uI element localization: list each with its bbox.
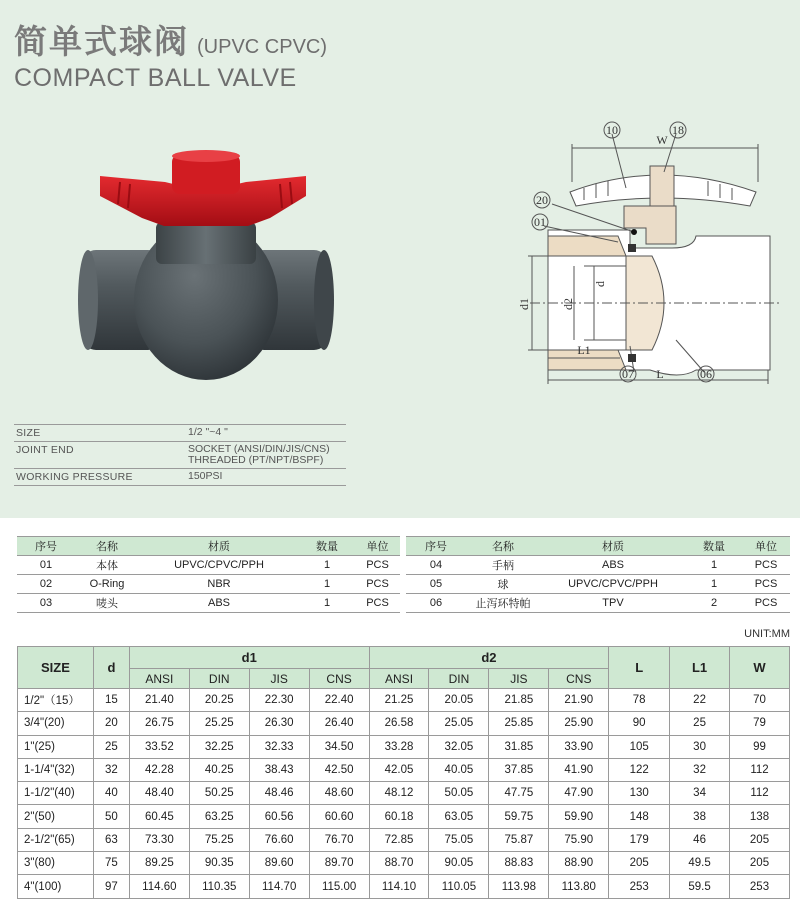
table-cell: 99 (730, 735, 790, 758)
table-cell: 48.60 (309, 782, 369, 805)
table-cell: 49.5 (670, 852, 730, 875)
col-header: 单位 (742, 537, 790, 556)
table-cell: 33.90 (549, 735, 609, 758)
col-header: 名称 (75, 537, 139, 556)
table-cell: 3/4"(20) (18, 712, 94, 735)
table-cell: 75.90 (549, 828, 609, 851)
table-cell: 30 (670, 735, 730, 758)
table-cell: 60.56 (249, 805, 309, 828)
table-cell: 72.85 (369, 828, 429, 851)
l1-header: L1 (670, 647, 730, 689)
table-cell: ABS (139, 594, 299, 613)
table-cell: NBR (139, 575, 299, 594)
table-cell: 04 (406, 556, 466, 575)
table-cell: 205 (730, 852, 790, 875)
table-cell: 88.83 (489, 852, 549, 875)
table-cell: 38.43 (249, 758, 309, 781)
dim-l1-label: L1 (577, 343, 591, 357)
table-cell: 唛头 (75, 594, 139, 613)
table-cell: 60.60 (309, 805, 369, 828)
table-cell: PCS (355, 594, 400, 613)
col-header: 序号 (17, 537, 75, 556)
standard-header: DIN (189, 669, 249, 689)
spec-label: SIZE (16, 427, 41, 439)
table-cell: 148 (609, 805, 670, 828)
dimension-row (18, 712, 790, 735)
table-cell: 33.52 (129, 735, 189, 758)
table-cell: 42.28 (129, 758, 189, 781)
table-cell: 90 (609, 712, 670, 735)
table-cell: 75.25 (189, 828, 249, 851)
table-cell: 253 (609, 875, 670, 898)
standard-header: ANSI (129, 669, 189, 689)
table-cell: 手柄 (466, 556, 540, 575)
table-cell: 2-1/2"(65) (18, 828, 94, 851)
spec-table (14, 424, 346, 486)
dims-header-row (18, 647, 790, 669)
table-cell: 32 (93, 758, 129, 781)
standard-header: JIS (249, 669, 309, 689)
col-header: 材质 (540, 537, 686, 556)
table-cell: 46 (670, 828, 730, 851)
table-cell: 113.98 (489, 875, 549, 898)
table-cell: 130 (609, 782, 670, 805)
table-cell: 20 (93, 712, 129, 735)
d1-header: d1 (129, 647, 369, 669)
dim-l-label: L (656, 367, 664, 381)
table-cell: 97 (93, 875, 129, 898)
table-cell: 1 (686, 556, 742, 575)
table-cell: 112 (730, 782, 790, 805)
table-cell: 球 (466, 575, 540, 594)
size-header: SIZE (18, 647, 94, 689)
table-cell: 113.80 (549, 875, 609, 898)
dimension-row (18, 828, 790, 851)
spec-value-line: THREADED (PT/NPT/BSPF) (188, 454, 324, 466)
table-cell: 63 (93, 828, 129, 851)
table-cell: 88.70 (369, 852, 429, 875)
table-cell: 05 (406, 575, 466, 594)
table-cell: 38 (670, 805, 730, 828)
table-cell: 34.50 (309, 735, 369, 758)
standard-header: CNS (549, 669, 609, 689)
dim-d2-label: d2 (561, 298, 575, 310)
table-cell: 37.85 (489, 758, 549, 781)
table-cell: 41.90 (549, 758, 609, 781)
table-cell: PCS (355, 556, 400, 575)
table-cell: 1-1/2"(40) (18, 782, 94, 805)
table-cell: 48.12 (369, 782, 429, 805)
table-cell: 2"(50) (18, 805, 94, 828)
table-cell: 25 (93, 735, 129, 758)
table-cell: 21.90 (549, 689, 609, 712)
table-cell: 21.25 (369, 689, 429, 712)
table-cell: 59.5 (670, 875, 730, 898)
table-cell: 78 (609, 689, 670, 712)
table-cell: 253 (730, 875, 790, 898)
table-cell: 138 (730, 805, 790, 828)
table-cell: 03 (17, 594, 75, 613)
table-cell: 50.05 (429, 782, 489, 805)
spec-value: 150PSI (188, 470, 223, 482)
table-cell: 止泻环特帕 (466, 594, 540, 613)
table-cell: 88.90 (549, 852, 609, 875)
table-cell: TPV (540, 594, 686, 613)
table-cell: 75.87 (489, 828, 549, 851)
callout-10: 10 (606, 123, 618, 137)
table-cell: PCS (742, 556, 790, 575)
table-cell: 1 (299, 575, 355, 594)
table-cell: 114.70 (249, 875, 309, 898)
standard-header: JIS (489, 669, 549, 689)
table-cell: O-Ring (75, 575, 139, 594)
table-cell: 50 (93, 805, 129, 828)
table-cell: 205 (609, 852, 670, 875)
table-cell: 114.10 (369, 875, 429, 898)
spec-label: WORKING PRESSURE (16, 471, 133, 483)
table-cell: 47.90 (549, 782, 609, 805)
table-cell: 1 (299, 556, 355, 575)
standard-header: ANSI (369, 669, 429, 689)
table-cell: 1 (299, 594, 355, 613)
dimension-row (18, 852, 790, 875)
table-cell: 21.85 (489, 689, 549, 712)
table-cell: 63.25 (189, 805, 249, 828)
title-material: (UPVC CPVC) (197, 36, 328, 58)
table-cell: 70 (730, 689, 790, 712)
table-cell: UPVC/CPVC/PPH (139, 556, 299, 575)
table-cell: 26.40 (309, 712, 369, 735)
spec-value: 1/2 "~4 " (188, 426, 228, 438)
table-cell: 33.28 (369, 735, 429, 758)
dimension-row (18, 805, 790, 828)
table-cell: 48.46 (249, 782, 309, 805)
dimension-row (18, 875, 790, 898)
table-cell: 179 (609, 828, 670, 851)
table-cell: 40 (93, 782, 129, 805)
spec-value-line: SOCKET (ANSI/DIN/JIS/CNS) (188, 443, 330, 455)
dimensions-table (17, 646, 790, 899)
w-header: W (730, 647, 790, 689)
col-header: 序号 (406, 537, 466, 556)
table-cell: 59.75 (489, 805, 549, 828)
table-cell: 76.60 (249, 828, 309, 851)
spec-row (14, 469, 346, 486)
materials-row (17, 575, 400, 594)
table-cell: 112 (730, 758, 790, 781)
callout-06: 06 (700, 367, 712, 381)
standard-header: DIN (429, 669, 489, 689)
callout-07: 07 (622, 367, 634, 381)
table-cell: 48.40 (129, 782, 189, 805)
col-header: 名称 (466, 537, 540, 556)
table-cell: PCS (355, 575, 400, 594)
materials-row (406, 594, 790, 613)
spec-row (14, 442, 346, 469)
table-cell: 2 (686, 594, 742, 613)
table-cell: 21.40 (129, 689, 189, 712)
table-cell: 110.05 (429, 875, 489, 898)
table-cell: 75 (93, 852, 129, 875)
table-cell: 89.70 (309, 852, 369, 875)
table-cell: PCS (742, 575, 790, 594)
page-subtitle: COMPACT BALL VALVE (14, 64, 297, 92)
table-cell: 01 (17, 556, 75, 575)
table-cell: 32.33 (249, 735, 309, 758)
table-cell: 20.25 (189, 689, 249, 712)
col-header: 数量 (686, 537, 742, 556)
materials-row (17, 594, 400, 613)
table-cell: 79 (730, 712, 790, 735)
table-cell: 本体 (75, 556, 139, 575)
table-cell: 26.30 (249, 712, 309, 735)
table-cell: 22 (670, 689, 730, 712)
table-cell: 90.05 (429, 852, 489, 875)
table-cell: 06 (406, 594, 466, 613)
table-cell: 105 (609, 735, 670, 758)
col-header: 数量 (299, 537, 355, 556)
table-cell: 26.58 (369, 712, 429, 735)
dimension-row (18, 735, 790, 758)
table-cell: 60.18 (369, 805, 429, 828)
page-title: 简单式球阀 (14, 22, 189, 61)
materials-row (406, 575, 790, 594)
table-cell: 40.25 (189, 758, 249, 781)
table-cell: 122 (609, 758, 670, 781)
table-cell: 59.90 (549, 805, 609, 828)
table-cell: 22.40 (309, 689, 369, 712)
col-header: 单位 (355, 537, 400, 556)
table-cell: 63.05 (429, 805, 489, 828)
table-cell: 32.05 (429, 735, 489, 758)
spec-label: JOINT END (16, 444, 74, 456)
table-cell: 1-1/4"(32) (18, 758, 94, 781)
table-cell: 1 (686, 575, 742, 594)
technical-drawing (500, 118, 790, 386)
table-cell: 22.30 (249, 689, 309, 712)
table-cell: UPVC/CPVC/PPH (540, 575, 686, 594)
table-cell: 50.25 (189, 782, 249, 805)
table-cell: 3"(80) (18, 852, 94, 875)
table-cell: 25.85 (489, 712, 549, 735)
table-cell: PCS (742, 594, 790, 613)
unit-label: UNIT:MM (744, 628, 790, 640)
table-cell: ABS (540, 556, 686, 575)
table-cell: 20.05 (429, 689, 489, 712)
table-cell: 114.60 (129, 875, 189, 898)
col-header: 材质 (139, 537, 299, 556)
materials-header-row (17, 537, 400, 556)
spec-row (14, 425, 346, 442)
table-cell: 32.25 (189, 735, 249, 758)
table-cell: 110.35 (189, 875, 249, 898)
table-cell: 47.75 (489, 782, 549, 805)
table-cell: 42.05 (369, 758, 429, 781)
table-cell: 34 (670, 782, 730, 805)
title-row (14, 16, 327, 63)
table-cell: 32 (670, 758, 730, 781)
materials-row (406, 556, 790, 575)
table-cell: 1"(25) (18, 735, 94, 758)
callout-18: 18 (672, 123, 684, 137)
materials-header-row (406, 537, 790, 556)
table-cell: 90.35 (189, 852, 249, 875)
table-cell: 73.30 (129, 828, 189, 851)
table-cell: 205 (730, 828, 790, 851)
materials-row (17, 556, 400, 575)
dimension-row (18, 689, 790, 712)
materials-table-right (406, 536, 790, 613)
dimension-row (18, 758, 790, 781)
dim-d1-label: d1 (517, 298, 531, 310)
table-cell: 15 (93, 689, 129, 712)
dim-w-label: W (656, 133, 668, 147)
ball-valve-photo (70, 148, 370, 398)
table-cell: 25.90 (549, 712, 609, 735)
table-cell: 89.25 (129, 852, 189, 875)
table-cell: 02 (17, 575, 75, 594)
table-cell: 31.85 (489, 735, 549, 758)
l-header: L (609, 647, 670, 689)
spec-value (186, 442, 346, 469)
table-cell: 89.60 (249, 852, 309, 875)
table-cell: 4"(100) (18, 875, 94, 898)
table-cell: 25.25 (189, 712, 249, 735)
dim-d-label: d (593, 281, 607, 287)
table-cell: 76.70 (309, 828, 369, 851)
table-cell: 1/2"（15） (18, 689, 94, 712)
standard-header: CNS (309, 669, 369, 689)
table-cell: 75.05 (429, 828, 489, 851)
table-cell: 115.00 (309, 875, 369, 898)
table-cell: 26.75 (129, 712, 189, 735)
table-cell: 40.05 (429, 758, 489, 781)
callout-01: 01 (534, 215, 546, 229)
table-cell: 25.05 (429, 712, 489, 735)
table-cell: 25 (670, 712, 730, 735)
dimension-row (18, 782, 790, 805)
d2-header: d2 (369, 647, 609, 669)
callout-20: 20 (536, 193, 548, 207)
materials-table-left (17, 536, 400, 613)
table-cell: 42.50 (309, 758, 369, 781)
table-cell: 60.45 (129, 805, 189, 828)
d-header: d (93, 647, 129, 689)
